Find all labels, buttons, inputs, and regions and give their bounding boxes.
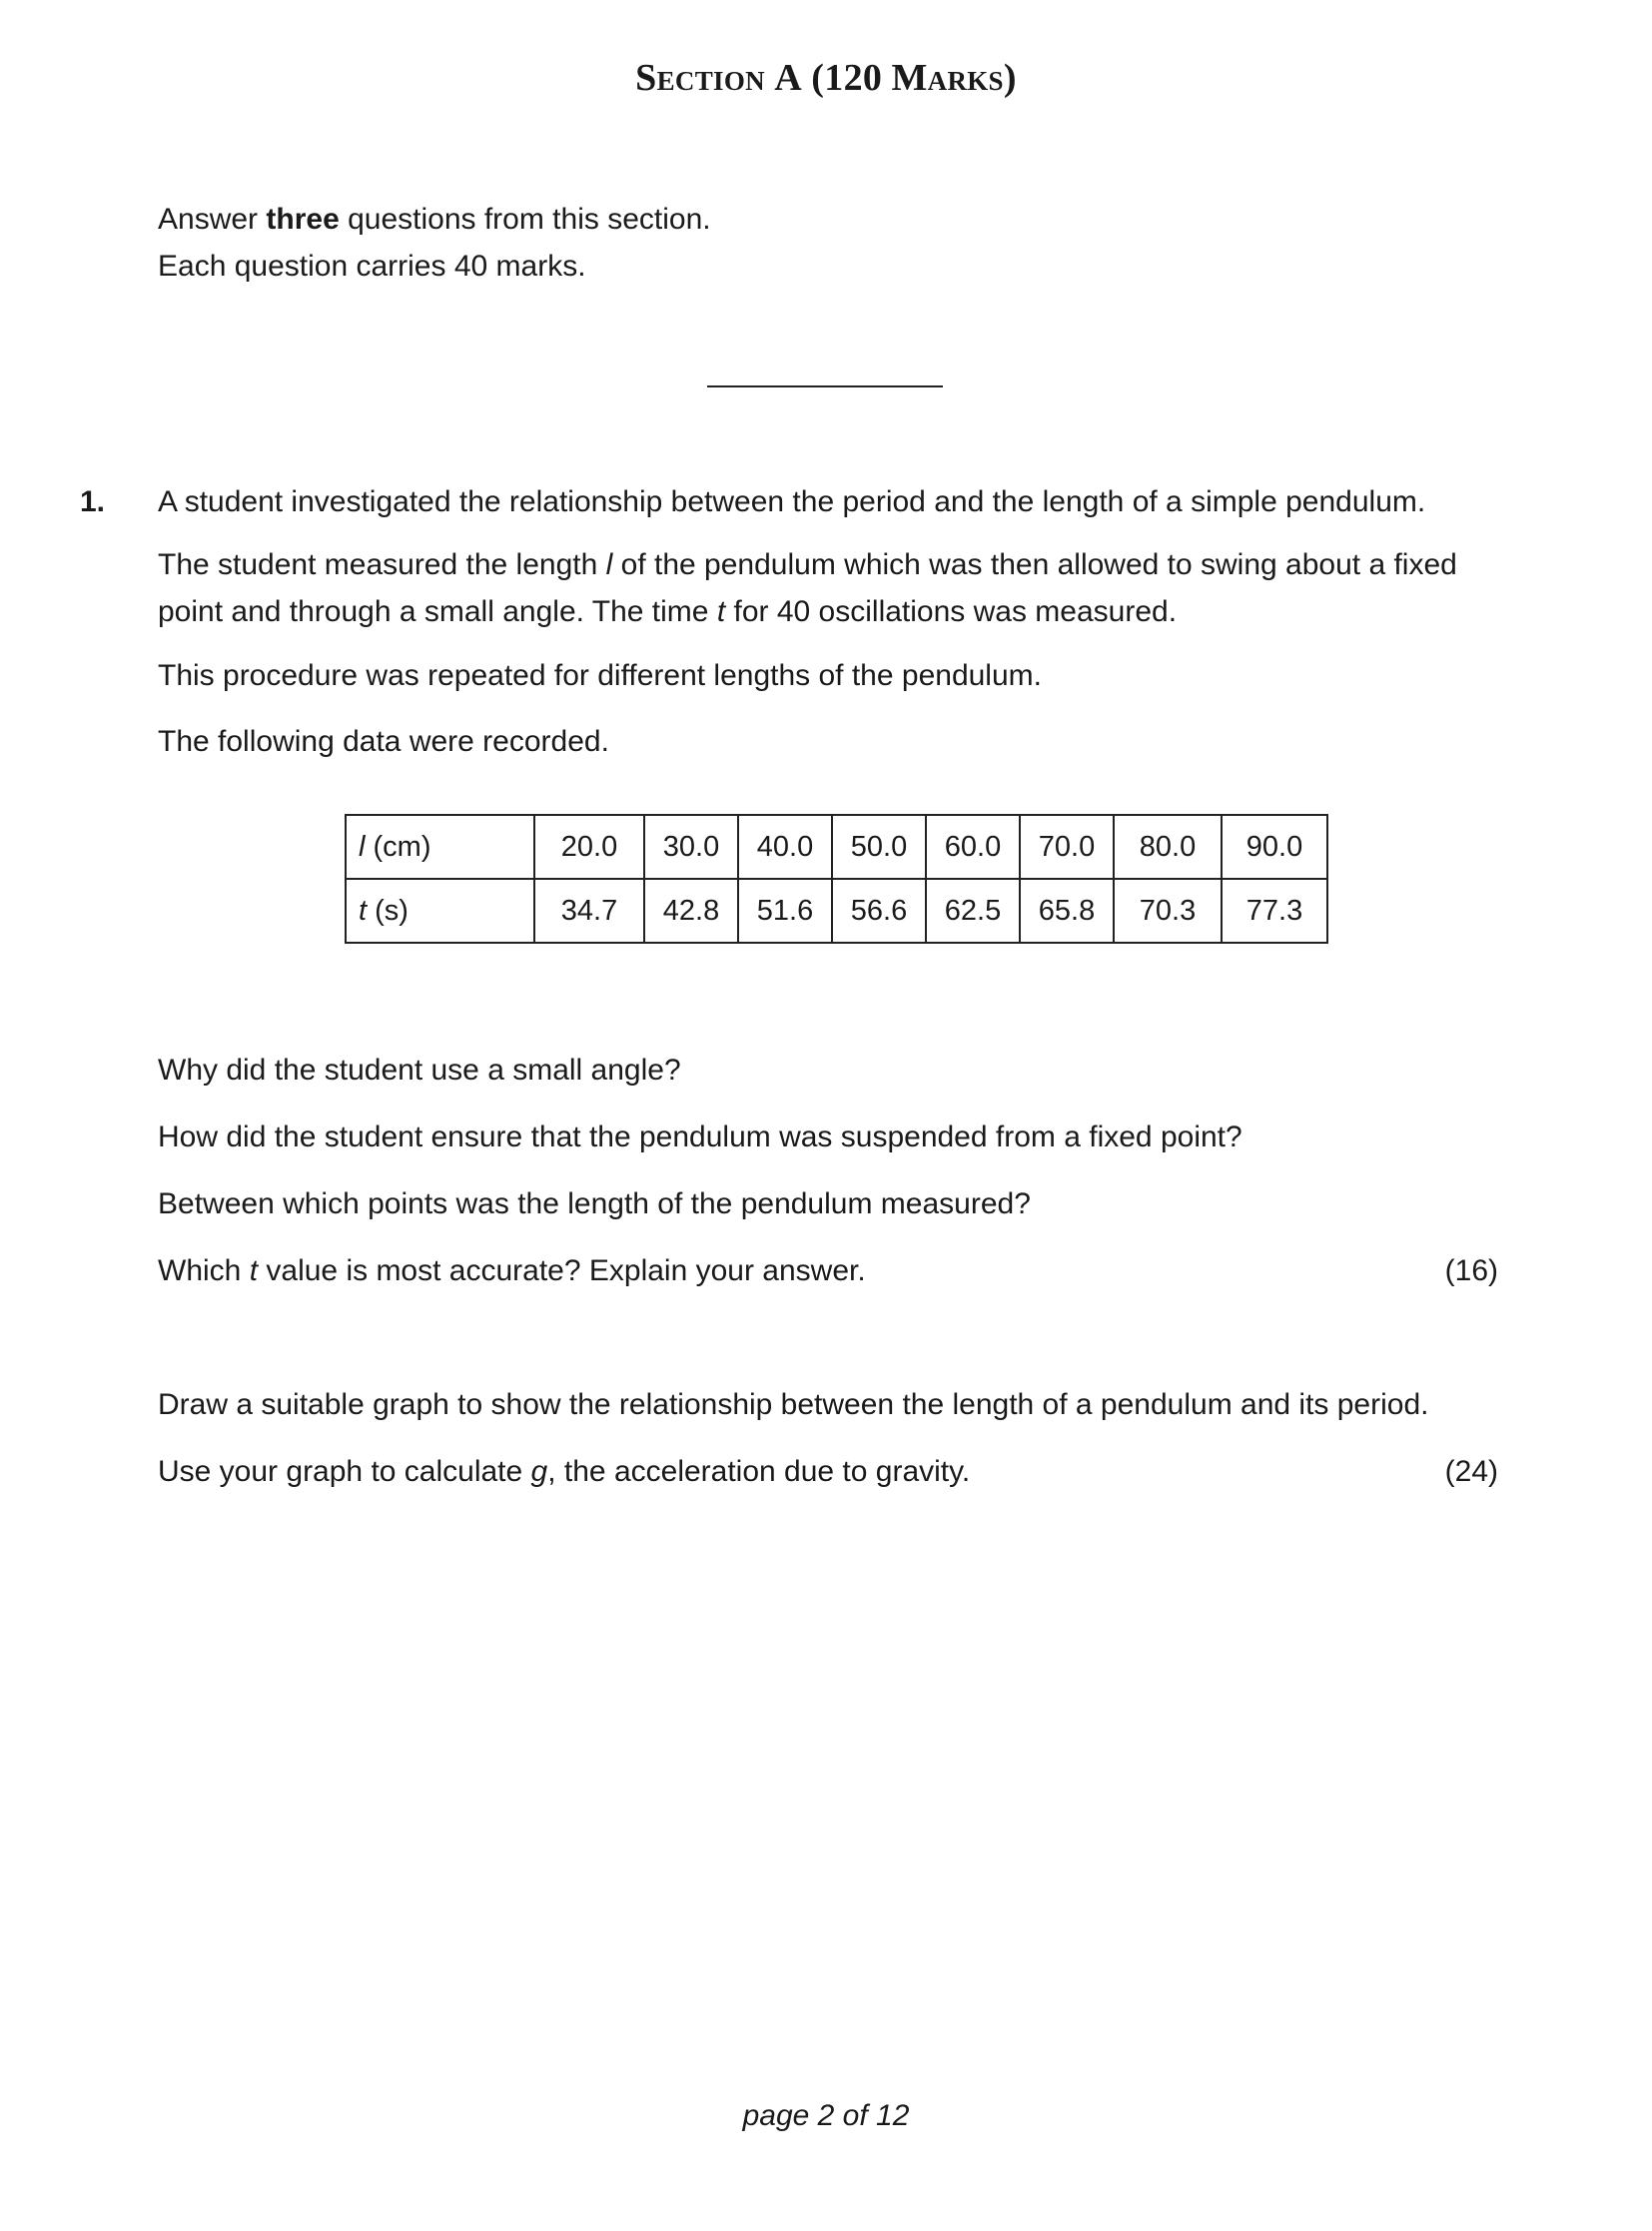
table-cell: 65.8 xyxy=(1020,879,1114,943)
marks-word-initial: M xyxy=(891,57,928,99)
marks-part-1: (16) xyxy=(1444,1254,1498,1287)
paren-open: ( xyxy=(811,57,825,99)
method-line-1 xyxy=(158,548,1457,582)
marks-part-2: (24) xyxy=(1444,1455,1498,1488)
table-cell: 56.6 xyxy=(832,879,926,943)
table-cell: 90.0 xyxy=(1222,815,1327,879)
method-line-2 xyxy=(158,595,1177,629)
method-line-2-text-a: point and through a small angle. The time xyxy=(158,595,709,628)
section-divider xyxy=(707,385,943,387)
instruction-answer-bold: three xyxy=(266,203,340,236)
table-cell: 20.0 xyxy=(534,815,644,879)
row-header-variable: t xyxy=(359,894,368,927)
table-cell: 42.8 xyxy=(644,879,738,943)
table-cell: 70.0 xyxy=(1020,815,1114,879)
table-cell: 34.7 xyxy=(534,879,644,943)
question-number: 1. xyxy=(80,485,106,518)
procedure-repeat: This procedure was repeated for different lengths of the pendulum. xyxy=(158,659,1042,692)
question-small-angle: Why did the student use a small angle? xyxy=(158,1054,681,1087)
data-table xyxy=(345,814,1328,944)
question-calculate-text-a: Use your graph to calculate xyxy=(158,1455,523,1488)
instruction-answer-suffix: questions from this section. xyxy=(348,203,711,236)
marks-word-rest: ARKS xyxy=(927,66,1004,96)
row-header-length xyxy=(346,815,534,879)
question-most-accurate xyxy=(158,1254,866,1288)
question-most-accurate-text-a: Which xyxy=(158,1254,242,1287)
table-cell: 50.0 xyxy=(832,815,926,879)
question-fixed-point: How did the student ensure that the pendulum was suspended from a fixed point? xyxy=(158,1120,1242,1153)
table-cell: 80.0 xyxy=(1114,815,1222,879)
instruction-marks: Each question carries 40 marks. xyxy=(158,250,586,283)
instruction-answer xyxy=(158,203,711,237)
section-title xyxy=(0,56,1652,100)
table-cell: 40.0 xyxy=(738,815,832,879)
method-line-1-text-a: The student measured the length xyxy=(158,548,598,581)
data-recorded-text: The following data were recorded. xyxy=(158,725,609,758)
paren-close: ) xyxy=(1003,57,1017,99)
table-cell: 60.0 xyxy=(926,815,1020,879)
variable-g: g xyxy=(530,1455,548,1488)
row-header-time xyxy=(346,879,534,943)
row-header-unit: (s) xyxy=(375,894,409,927)
section-letter: A xyxy=(774,57,802,99)
section-word-initial: S xyxy=(635,57,657,99)
question-between-points: Between which points was the length of the pendulum measured? xyxy=(158,1187,1031,1220)
question-calculate-g xyxy=(158,1455,970,1489)
instruction-answer-prefix: Answer xyxy=(158,203,259,236)
row-header-unit: (cm) xyxy=(373,830,431,863)
table-cell: 77.3 xyxy=(1222,879,1327,943)
row-header-variable: l xyxy=(359,830,366,863)
table-cell: 30.0 xyxy=(644,815,738,879)
variable-l: l xyxy=(605,548,613,581)
question-calculate-text-b: , the acceleration due to gravity. xyxy=(547,1455,971,1488)
table-row xyxy=(346,879,1327,943)
variable-t: t xyxy=(249,1254,259,1287)
question-most-accurate-text-b: value is most accurate? Explain your answer. xyxy=(266,1254,866,1287)
method-line-2-text-b: for 40 oscillations was measured. xyxy=(733,595,1178,628)
table-cell: 70.3 xyxy=(1114,879,1222,943)
variable-t: t xyxy=(716,595,726,628)
question-draw-graph: Draw a suitable graph to show the relationship between the length of a pendulum and its period. xyxy=(158,1388,1429,1421)
section-word-rest: ECTION xyxy=(656,66,765,96)
table-cell: 62.5 xyxy=(926,879,1020,943)
table-row xyxy=(346,815,1327,879)
page-number: page 2 of 12 xyxy=(742,2099,910,2132)
section-marks-number: 120 xyxy=(824,57,883,99)
question-intro: A student investigated the relationship between the period and the length of a simple pendulum. xyxy=(158,485,1426,518)
method-line-1-text-b: of the pendulum which was then allowed to swing about a fixed xyxy=(620,548,1457,581)
table-cell: 51.6 xyxy=(738,879,832,943)
